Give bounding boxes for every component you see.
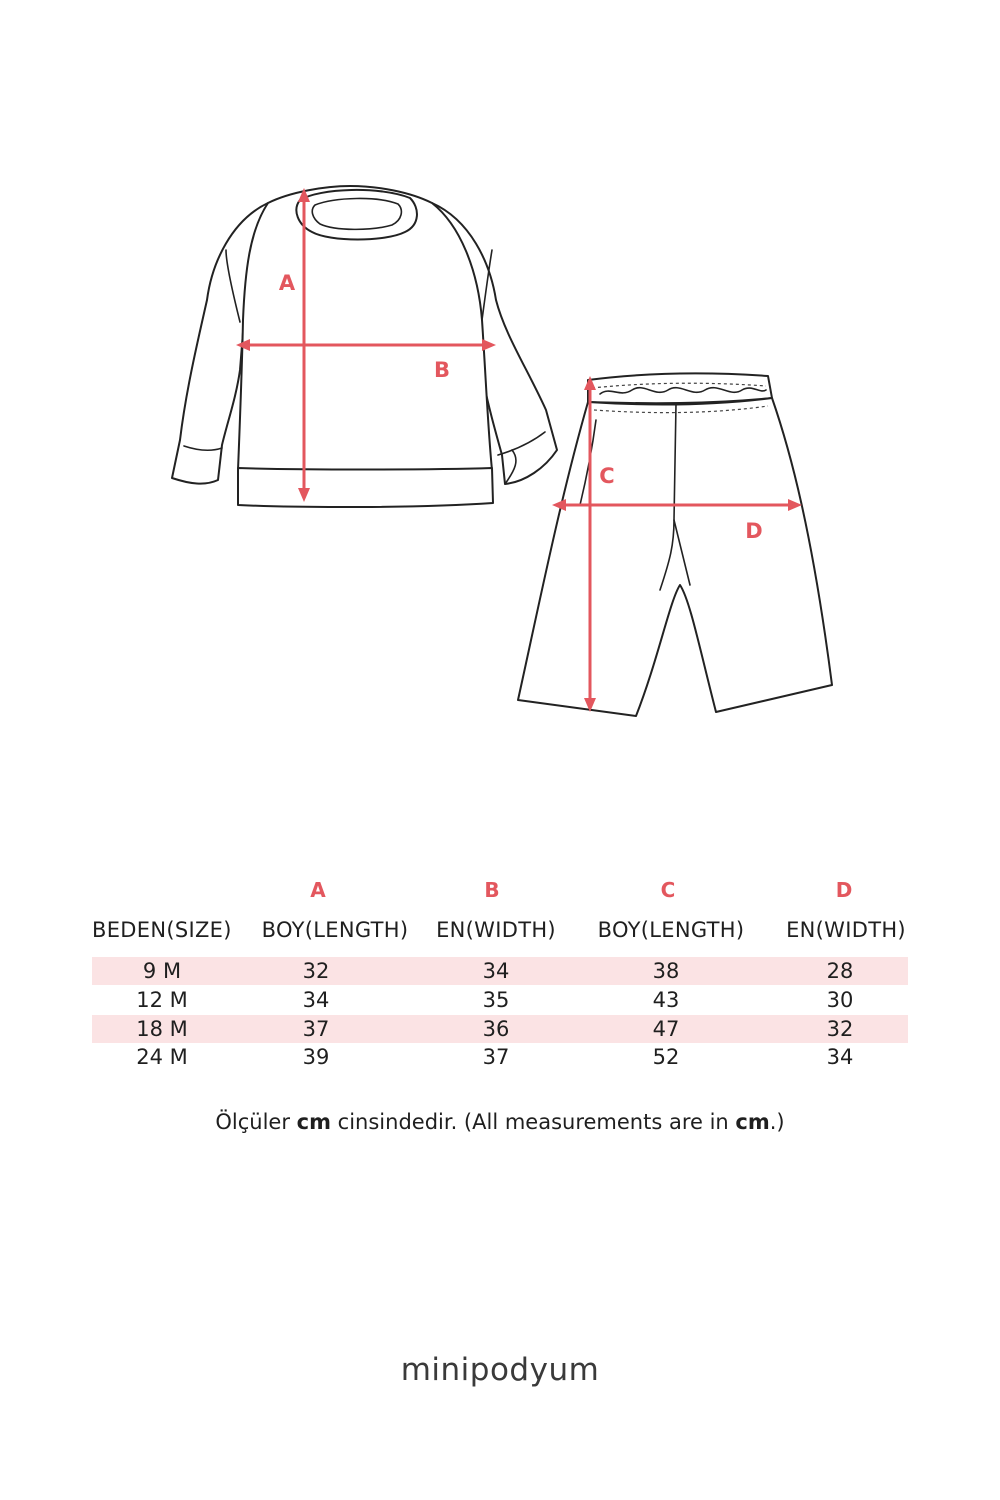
column-letter-d: D xyxy=(835,878,853,902)
pants-drawing xyxy=(518,373,832,716)
table-row xyxy=(92,1043,908,1071)
cell-d: 30 xyxy=(826,988,854,1012)
header-size: BEDEN(SIZE) xyxy=(92,918,232,942)
cell-c: 38 xyxy=(652,959,680,983)
header-a: BOY(LENGTH) xyxy=(261,918,409,942)
note-text-2: cinsindedir. (All measurements are in xyxy=(331,1110,736,1134)
cell-size: 9 M xyxy=(142,959,182,983)
table-row xyxy=(92,957,908,985)
measurement-unit-note xyxy=(0,1110,1000,1134)
dimension-label-a: A xyxy=(278,271,296,295)
cell-size: 12 M xyxy=(136,988,188,1012)
table-row xyxy=(92,986,908,1014)
cell-a: 32 xyxy=(302,959,330,983)
cell-c: 43 xyxy=(652,988,680,1012)
sweatshirt-drawing xyxy=(172,186,557,507)
cell-size: 24 M xyxy=(136,1045,188,1069)
cell-b: 36 xyxy=(482,1017,510,1041)
header-d: EN(WIDTH) xyxy=(786,918,906,942)
dimension-label-c: C xyxy=(599,464,615,488)
note-unit-2: cm xyxy=(735,1110,770,1134)
cell-a: 34 xyxy=(302,988,330,1012)
dimension-label-d: D xyxy=(745,519,763,543)
cell-size: 18 M xyxy=(136,1017,188,1041)
column-letter-c: C xyxy=(660,878,676,902)
cell-c: 47 xyxy=(652,1017,680,1041)
column-letter-b: B xyxy=(484,878,500,902)
header-c: BOY(LENGTH) xyxy=(597,918,745,942)
table-row xyxy=(92,1015,908,1043)
dimension-label-b: B xyxy=(433,358,451,382)
column-letter-a: A xyxy=(310,878,326,902)
note-text-1: Ölçüler xyxy=(215,1110,297,1134)
cell-d: 28 xyxy=(826,959,854,983)
cell-b: 35 xyxy=(482,988,510,1012)
cell-a: 39 xyxy=(302,1045,330,1069)
cell-d: 32 xyxy=(826,1017,854,1041)
cell-b: 34 xyxy=(482,959,510,983)
cell-a: 37 xyxy=(302,1017,330,1041)
brand-logo: minipodyum xyxy=(400,1352,600,1388)
cell-c: 52 xyxy=(652,1045,680,1069)
cell-d: 34 xyxy=(826,1045,854,1069)
cell-b: 37 xyxy=(482,1045,510,1069)
note-text-3: .) xyxy=(769,1110,785,1134)
note-unit-1: cm xyxy=(296,1110,331,1134)
header-b: EN(WIDTH) xyxy=(436,918,556,942)
